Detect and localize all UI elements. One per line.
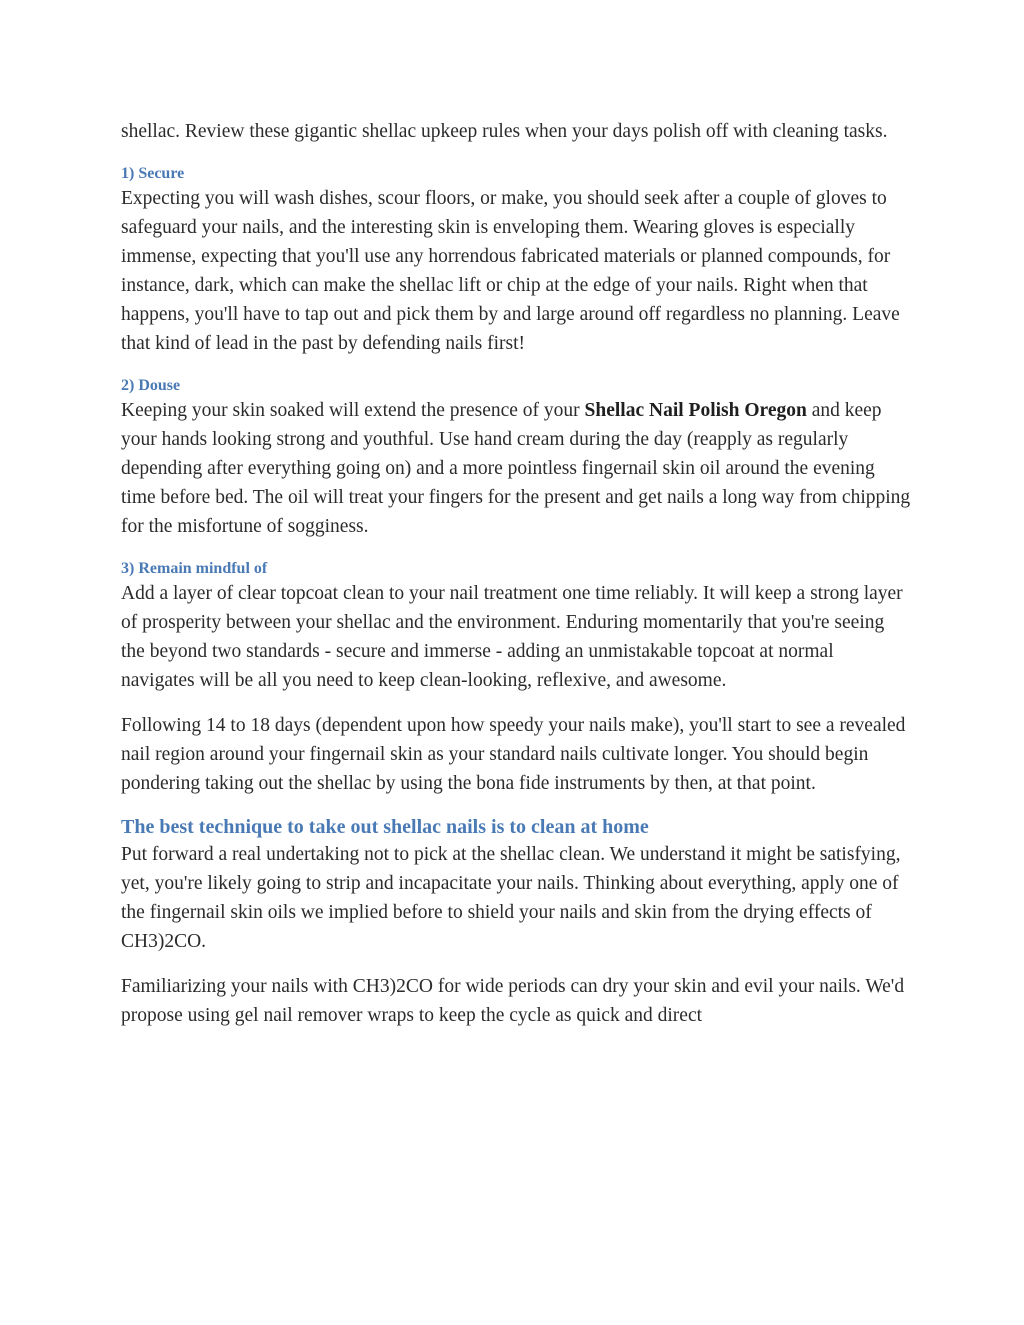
section-body-remain-mindful: Add a layer of clear topcoat clean to your nail treatment one time reliably. It will keep a strong layer of prosperity between your shellac and the environment. Enduring momentarily that you're seeing the beyond two standards - secure and immerse - adding an unmistakable topcoat at normal navigates will be all you need to keep clean-looking, reflexive, and awesome. xyxy=(121,583,903,691)
final-paragraph: Familiarizing your nails with CH3)2CO for wide periods can dry your skin and evil your nails. We'd propose using gel nail remover wraps to keep the cycle as quick and direct xyxy=(121,976,905,1026)
removal-heading: The best technique to take out shellac nails is to clean at home xyxy=(121,816,649,838)
section-body-douse xyxy=(121,396,911,541)
removal-body: Put forward a real undertaking not to pick at the shellac clean. We understand it might be satisfying, yet, you're likely going to strip and incapacitate your nails. Thinking about everything, apply one of the fingernail skin oils we implied before to shield your nails and skin from the drying effects of CH3)2CO. xyxy=(121,844,901,952)
product-link-text: Shellac Nail Polish Oregon xyxy=(584,400,807,421)
following-paragraph: Following 14 to 18 days (dependent upon how speedy your nails make), you'll start to see a revealed nail region around your fingernail skin as your standard nails cultivate longer. You should begin pondering taking out the shellac by using the bona fide instruments by then, at that point. xyxy=(121,715,906,794)
document-page xyxy=(121,117,911,1046)
section-body-secure: Expecting you will wash dishes, scour floors, or make, you should seek after a couple of gloves to safeguard your nails, and the interesting skin is enveloping them. Wearing gloves is especially immense, expecting that you'll use any horrendous fabricated materials or planned compounds, for instance, dark, which can make the shellac lift or chip at the edge of your nails. Right when that happens, you'll have to tap out and pick them by and large around off regardless no planning. Leave that kind of lead in the past by defending nails first! xyxy=(121,188,900,354)
section-heading-douse: 2) Douse xyxy=(121,377,181,394)
intro-paragraph: shellac. Review these gigantic shellac upkeep rules when your days polish off with cleaning tasks. xyxy=(121,121,888,142)
section-heading-secure: 1) Secure xyxy=(121,165,185,182)
douse-text-before: Keeping your skin soaked will extend the presence of your xyxy=(121,400,585,421)
section-heading-remain-mindful: 3) Remain mindful of xyxy=(121,560,268,577)
douse-text-after: and keep your hands looking strong and youthful. Use hand cream during the day (reapply as regularly depending after everything going on) and a more pointless fingernail skin oil around the evening time before bed. The oil will treat your fingers for the present and get nails a long way from chipping for the misfortune of sogginess. xyxy=(121,400,911,537)
